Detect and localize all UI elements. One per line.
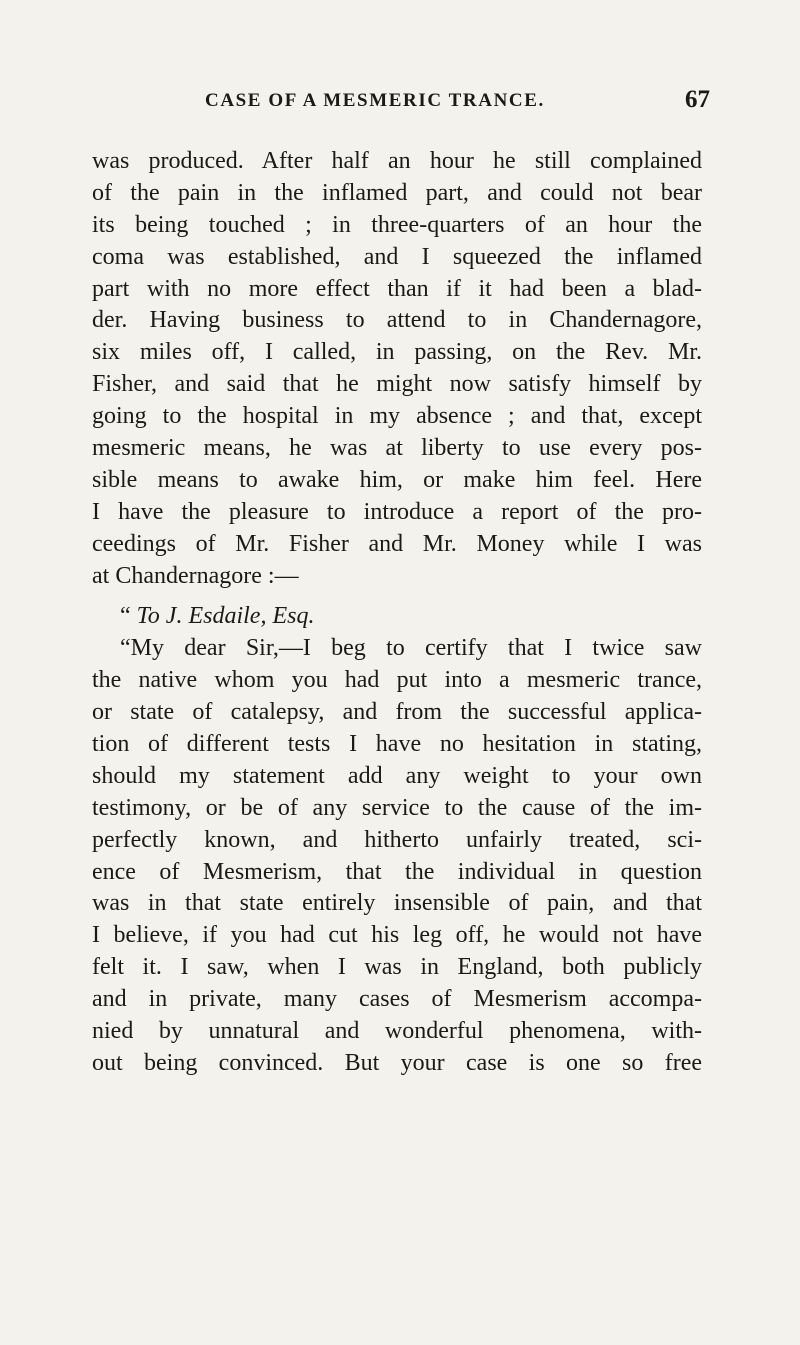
text-line: ceedings of Mr. Fisher and Mr. Money while I was [92, 530, 702, 557]
paragraph-gap [92, 592, 702, 601]
text-line: coma was established, and I squeezed the inflamed [92, 243, 702, 270]
text-line: “My dear Sir,—I beg to certify that I twice saw [120, 635, 702, 662]
text-line: mesmeric means, he was at liberty to use every pos- [92, 435, 702, 462]
text-line: was produced. After half an hour he still complained [92, 148, 702, 174]
letter-body [92, 633, 702, 1079]
text-line: and in private, many cases of Mesmerism accompa- [92, 986, 702, 1013]
body-text [92, 146, 702, 1080]
text-line: six miles off, I called, in passing, on the Rev. Mr. [92, 339, 702, 366]
salutation-addressee: To J. Esdaile, Esq. [136, 603, 315, 630]
text-line: der. Having business to attend to in Chandernagore, [92, 307, 702, 334]
text-line: I have the pleasure to introduce a report of the pro- [92, 498, 702, 525]
text-line: nied by unnatural and wonderful phenomena, with- [92, 1018, 702, 1045]
text-line: out being convinced. But your case is one so free [92, 1049, 702, 1076]
paragraph-1 [92, 146, 702, 592]
text-line: part with no more effect than if it had been a blad- [92, 275, 702, 302]
text-line: perfectly known, and hitherto unfairly treated, sci- [92, 826, 702, 853]
text-line: was in that state entirely insensible of pain, and that [92, 890, 702, 917]
text-line: sible means to awake him, or make him feel. Here [92, 466, 702, 493]
text-line: testimony, or be of any service to the cause of the im- [92, 794, 702, 821]
text-line: felt it. I saw, when I was in England, both publicly [92, 954, 702, 981]
text-line: Fisher, and said that he might now satisfy himself by [92, 371, 702, 398]
running-head [205, 86, 710, 120]
text-line: ence of Mesmerism, that the individual in question [92, 858, 702, 885]
text-line: or state of catalepsy, and from the successful applica- [92, 699, 702, 726]
text-line: should my statement add any weight to your own [92, 762, 702, 789]
page-number: 67 [685, 86, 710, 113]
letter-salutation [92, 601, 702, 633]
text-line: at Chandernagore :— [92, 562, 299, 589]
text-line: I believe, if you had cut his leg off, he would not have [92, 922, 702, 949]
text-line: its being touched ; in three-quarters of an hour the [92, 211, 702, 238]
text-line: the native whom you had put into a mesmeric trance, [92, 667, 702, 694]
text-line: tion of different tests I have no hesitation in stating, [92, 731, 702, 758]
salutation-quote-mark: “ [120, 603, 131, 630]
text-line: of the pain in the inflamed part, and could not bear [92, 179, 702, 206]
text-line: going to the hospital in my absence ; and that, except [92, 403, 702, 430]
running-title: CASE OF A MESMERIC TRANCE. [205, 90, 545, 111]
